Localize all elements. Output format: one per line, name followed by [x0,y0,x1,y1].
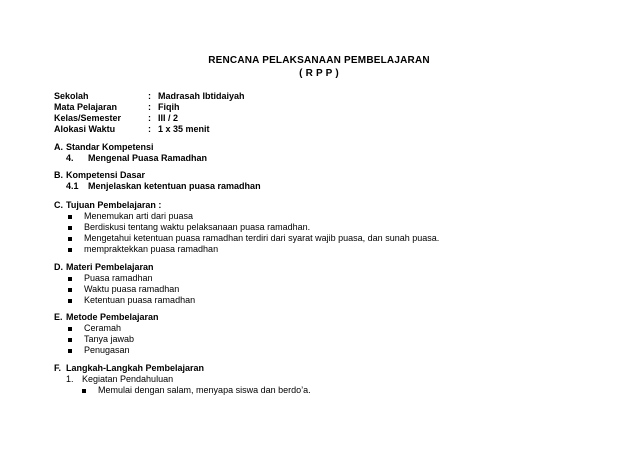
section-langkah-pembelajaran [54,363,311,396]
info-row-alokasi-waktu [54,124,245,135]
info-colon: : [148,91,151,101]
bullet-square-icon [68,327,72,331]
list-item: Memulai dengan salam, menyapa siswa dan berdo’a. [80,385,311,396]
document-subtitle: ( R P P ) [299,68,339,79]
list-item: Puasa ramadhan [66,273,195,284]
list-item: Ceramah [66,323,159,334]
list-item: Ketentuan puasa ramadhan [66,295,195,306]
section-heading: A. Standar Kompetensi [54,142,154,152]
info-label: Alokasi Waktu [54,124,116,134]
info-colon: : [148,113,151,123]
bullet-square-icon [68,277,72,281]
info-label: Sekolah [54,91,89,101]
section-step: 1. Kegiatan Pendahuluan [66,374,174,384]
list-item: Penugasan [66,345,159,356]
list-item: Berdiskusi tentang waktu pelaksanaan puasa ramadhan. [66,222,439,233]
bullet-square-icon [68,338,72,342]
section-tujuan-pembelajaran [54,200,439,255]
list-item: mempraktekkan puasa ramadhan [66,244,439,255]
section-materi-pembelajaran [54,262,195,306]
section-heading: F. Langkah-Langkah Pembelajaran [54,363,205,373]
info-colon: : [148,124,151,134]
info-value: III / 2 [158,113,179,123]
section-item: 4.1 Menjelaskan ketentuan puasa ramadhan [66,181,261,191]
info-label: Mata Pelajaran [54,102,118,112]
list-item: Tanya jawab [66,334,159,345]
info-row-mata-pelajaran [54,102,245,113]
section-heading: E. Metode Pembelajaran [54,312,159,322]
bullet-square-icon [68,349,72,353]
section-heading: D. Materi Pembelajaran [54,262,154,272]
section-metode-pembelajaran [54,312,159,356]
info-value: Madrasah Ibtidaiyah [158,91,245,101]
bullet-square-icon [68,226,72,230]
info-label: Kelas/Semester [54,113,122,123]
bullet-square-icon [68,237,72,241]
list-item: Mengetahui ketentuan puasa ramadhan terdiri dari syarat wajib puasa, dan sunah puasa. [66,233,439,244]
section-standar-kompetensi [54,142,207,164]
list-item: Menemukan arti dari puasa [66,211,439,222]
section-heading: B. Kompetensi Dasar [54,170,146,180]
list-item: Waktu puasa ramadhan [66,284,195,295]
info-value: 1 x 35 menit [158,124,210,134]
bullet-square-icon [68,299,72,303]
bullet-square-icon [68,248,72,252]
document-title: RENCANA PELAKSANAAN PEMBELAJARAN [208,55,430,66]
section-kompetensi-dasar [54,170,261,192]
bullet-square-icon [68,288,72,292]
bullet-square-icon [68,215,72,219]
info-value: Fiqih [158,102,180,112]
section-heading: C. Tujuan Pembelajaran : [54,200,162,210]
info-row-kelas-semester [54,113,245,124]
identity-table [54,91,245,135]
info-colon: : [148,102,151,112]
bullet-square-icon [82,389,86,393]
section-item: 4. Mengenal Puasa Ramadhan [66,153,208,163]
info-row-sekolah [54,91,245,102]
